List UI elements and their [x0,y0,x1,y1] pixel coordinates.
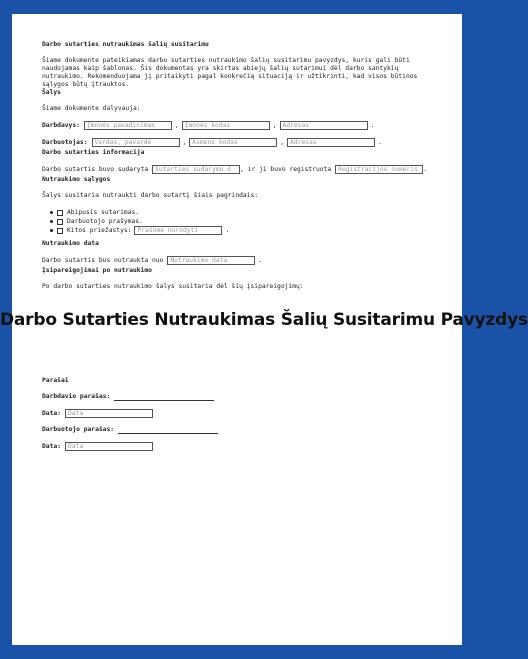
separator: , [280,138,285,146]
employer-name-field[interactable]: Įmonės pavadinimas [84,121,172,130]
separator: . [378,138,382,146]
employer-date-field[interactable]: Data [65,409,153,418]
signatures-section [42,377,442,451]
obligations-heading: Įsipareigojimai po nutraukimo [42,267,152,274]
separator: . [423,165,427,173]
parties-heading: Šalys [42,89,61,96]
date-heading: Nutraukimo data [42,240,99,247]
employee-signature-row [42,426,442,434]
list-item [50,226,442,235]
employee-request-checkbox[interactable] [57,219,63,225]
option-label: Kitos priežastys: [67,226,132,234]
employee-name-field[interactable]: Vardas, pavardė [92,138,180,147]
other-reasons-field[interactable]: Prašome nurodyti [134,226,222,235]
employer-signature-line[interactable] [114,393,214,401]
bullet-icon [50,211,53,214]
separator: . [225,226,230,234]
employer-date-label: Data: [42,409,61,417]
bullet-icon [50,229,53,232]
employee-date-row [42,442,442,451]
contract-heading: Darbo sutarties informacija [42,149,145,156]
option-label: Abipusis sutarimas. [67,208,140,216]
date-text: Darbo sutartis bus nutraukta nuo [42,256,164,264]
employer-address-field[interactable]: Adresas [280,121,368,130]
contract-text-a: Darbo sutartis buvo sudaryta [42,165,149,173]
conditions-heading: Nutraukimo sąlygos [42,176,111,183]
list-item [50,208,442,217]
intro-paragraph: Šiame dokumente pateikiamas darbo sutarties nutraukimo šalių susitarimu pavyzdys, kuris gali būti naudojamas kaip šablonas. Šis dokumentas yra skirtas abiejų šalių sutarimui dėl darbo santykių nutraukimo. Rekomenduojama jį pritaikyti pagal konkrečią situaciją ir užtikrinti, kad visos būtinos sąlygos būtų įtrauktos. [42,57,418,88]
document-content [42,41,442,291]
employer-label: Darbdavys: [42,121,80,129]
contract-text-b: , ir ji buvo registruota [240,165,332,173]
separator: , [174,121,179,129]
obligations-text: Po darbo sutarties nutraukimo šalys susitaria dėl šių įsipareigojimų: [42,283,304,290]
employer-row [42,121,442,130]
employee-signature-label: Darbuotojo parašas: [42,426,115,433]
employer-date-row [42,409,442,418]
contract-row [42,165,442,174]
employer-signature-label: Darbdavio parašas: [42,393,111,400]
employee-signature-line[interactable] [118,426,218,434]
separator: , [272,121,277,129]
option-label: Darbuotojo prašymas. [67,217,143,225]
mutual-agreement-checkbox[interactable] [57,210,63,216]
employer-code-field[interactable]: Įmonės kodas [182,121,270,130]
other-reasons-checkbox[interactable] [57,228,63,234]
signatures-heading: Parašai [42,377,69,384]
document-page [0,14,528,645]
termination-date-field[interactable]: Nutraukimo data [167,256,255,265]
bullet-icon [50,220,53,223]
separator: . [370,121,375,129]
date-row [42,256,442,265]
employee-date-label: Data: [42,442,61,450]
separator: . [258,256,263,264]
conditions-intro: Šalys susitaria nutraukti darbo sutartį šiais pagrindais: [42,192,259,199]
separator: , [182,138,187,146]
employee-label: Darbuotojas: [42,138,88,146]
list-item [50,217,442,226]
parties-intro: Šiame dokumente dalyvauja: [42,105,141,112]
employee-row [42,138,442,147]
employer-signature-row [42,393,442,401]
conditions-list [42,208,442,235]
document-title: Darbo sutarties nutraukimas šalių susitarimu [42,41,209,48]
overlay-banner-title: Darbo Sutarties Nutraukimas Šalių Susitarimu Pavyzdys [0,310,528,330]
contract-registration-field[interactable]: Registracijos numeris [335,165,423,174]
employee-address-field[interactable]: Adresas [287,138,375,147]
contract-date-field[interactable]: Sutarties sudarymo d [152,165,240,174]
employee-date-field[interactable]: Data [65,442,153,451]
employee-code-field[interactable]: Asmens kodas [189,138,277,147]
